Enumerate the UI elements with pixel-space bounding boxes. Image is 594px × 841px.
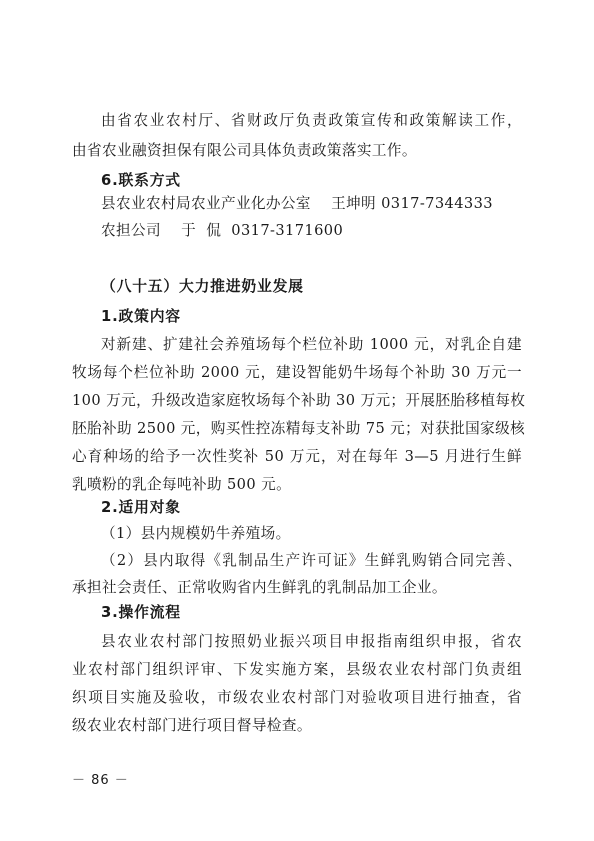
text-line: 承担社会责任、正常收购省内生鲜乳的乳制品加工企业。	[72, 579, 447, 596]
text-line: 业农村部门组织评审、下发实施方案，县级农业农村部门负责组	[72, 661, 522, 678]
text-line: 县农业农村部门按照奶业振兴项目申报指南组织申报，省农	[101, 633, 522, 650]
section-title: （八十五）大力推进奶业发展	[101, 278, 304, 295]
section-heading: 1.政策内容	[101, 308, 181, 325]
text-line: 级农业农村部门进行项目督导检查。	[72, 717, 312, 734]
page-number: － 86 －	[72, 773, 129, 788]
contact-line: 县农业农村局农业产业化办公室 王坤明 0317-7344333	[101, 195, 493, 212]
text-line: 心育种场的给予一次性奖补 50 万元，对在每年 3—5 月进行生鲜	[72, 448, 522, 465]
text-line: 织项目实施及验收，市级农业农村部门对验收项目进行抽查，省	[72, 689, 522, 706]
text-line: 100 万元，升级改造家庭牧场每个补助 30 万元；开展胚胎移植每枚	[72, 392, 526, 409]
section-heading: 3.操作流程	[101, 604, 181, 621]
text-line: 胚胎补助 2500 元，购买性控冻精每支补助 75 元；对获批国家级核	[72, 420, 526, 437]
text-line: 由省农业融资担保有限公司具体负责政策落实工作。	[72, 142, 417, 159]
text-line: 乳喷粉的乳企每吨补助 500 元。	[72, 476, 292, 493]
text-line: 牧场每个栏位补助 2000 元，建设智能奶牛场每个补助 30 万元一	[72, 364, 522, 381]
text-line: 对新建、扩建社会养殖场每个栏位补助 1000 元，对乳企自建	[101, 336, 522, 353]
section-heading: 6.联系方式	[101, 172, 181, 189]
text-line: 由省农业农村厅、省财政厅负责政策宣传和政策解读工作，	[101, 112, 522, 129]
contact-line: 农担公司 于 侃 0317-3171600	[101, 222, 344, 239]
list-item: （1）县内规模奶牛养殖场。	[101, 525, 291, 542]
list-item: （2）县内取得《乳制品生产许可证》生鲜乳购销合同完善、	[101, 552, 522, 569]
section-heading: 2.适用对象	[101, 499, 181, 516]
